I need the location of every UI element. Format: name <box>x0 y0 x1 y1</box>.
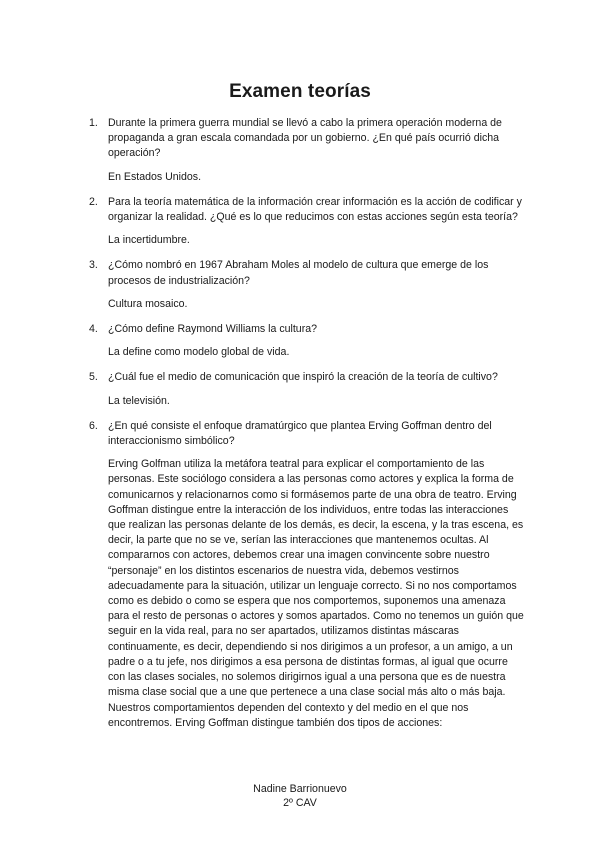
question-text: Para la teoría matemática de la información crear información es la acción de codificar y organizar la realidad. ¿Qué es lo que reducimos con estas acciones según esta teoría? <box>108 195 522 224</box>
question-number: 1. <box>89 117 98 129</box>
question-number: 5. <box>89 371 98 384</box>
question-item <box>89 370 527 385</box>
question-text: ¿Cómo nombró en 1967 Abraham Moles al modelo de cultura que emerge de los procesos de industrialización? <box>108 259 489 287</box>
answer-text: Cultura mosaico. <box>108 297 188 310</box>
answer-text: En Estados Unidos. <box>108 170 202 183</box>
question-text: ¿En qué consiste el enfoque dramatúrgico que plantea Erving Goffman dentro del interaccionismo simbólico? <box>108 419 492 448</box>
course-label: 2º CAV <box>283 797 317 809</box>
answer-paragraph: Erving Golfman utiliza la metáfora teatral para explicar el comportamiento de las personas. Este sociólogo considera a las personas como actores y explica la forma de comunicarnos y relacionarnos como si formásemos parte de una obra de teatro. Erving Goffman distingue entre la interacción de los individuos, entre todas las interacciones que realizan las personas delante de los demás, es decir, la escena, y la tras escena, es decir, la parte que no se ve, serían las interacciones que mantenemos ocultas. Al compararnos con actores, debemos crear una imagen convincente sobre nuestro “personaje” en los distintos escenarios de nuestra vida, debemos vestirnos adecuadamente para la situación, utilizar un lenguaje correcto. Si no nos comportamos como es debido o como se espera que nos comportemos, suponemos una amenaza para el resto de personas o actores y somos apartados. Como no tenemos un guión que seguir en la vida real, para no ser apartados, utilizamos distintas máscaras continuamente, es decir, dependiendo si nos dirigimos a un profesor, a un amigo, a un padre o a tu jefe, nos dirigimos a esa persona de distintas formas, al igual que ocurre con las clases sociales, no solemos dirigirnos igual a una persona que es de nuestra misma clase social que a une que pertenece a una clase social más alto o más baja. Nuestros comportamientos dependen del contexto y del medio en el que nos encontremos. Erving Goffman distingue también dos tipos de acciones: <box>108 458 524 729</box>
question-text: Durante la primera guerra mundial se llevó a cabo la primera operación moderna de propaganda a gran escala comandada por un gobierno. ¿En qué país ocurrió dicha operación? <box>108 117 502 160</box>
question-item <box>89 322 527 337</box>
question-item <box>89 419 527 449</box>
page-footer <box>0 782 600 810</box>
answer-text: La define como modelo global de vida. <box>108 346 290 359</box>
question-number: 2. <box>89 195 98 208</box>
question-list <box>89 116 527 731</box>
question-item <box>89 258 527 288</box>
question-number: 3. <box>89 259 98 272</box>
question-number: 6. <box>89 419 98 432</box>
author-name: Nadine Barrionuevo <box>253 783 347 795</box>
question-text: ¿Cómo define Raymond Williams la cultura? <box>108 323 318 336</box>
question-number: 4. <box>89 323 98 336</box>
question-item <box>89 116 527 162</box>
page-title: Examen teorías <box>229 81 371 102</box>
question-item <box>89 195 527 225</box>
answer-text: La incertidumbre. <box>108 234 190 247</box>
answer-text: La televisión. <box>108 394 170 407</box>
question-text: ¿Cuál fue el medio de comunicación que inspiró la creación de la teoría de cultivo? <box>108 371 498 384</box>
